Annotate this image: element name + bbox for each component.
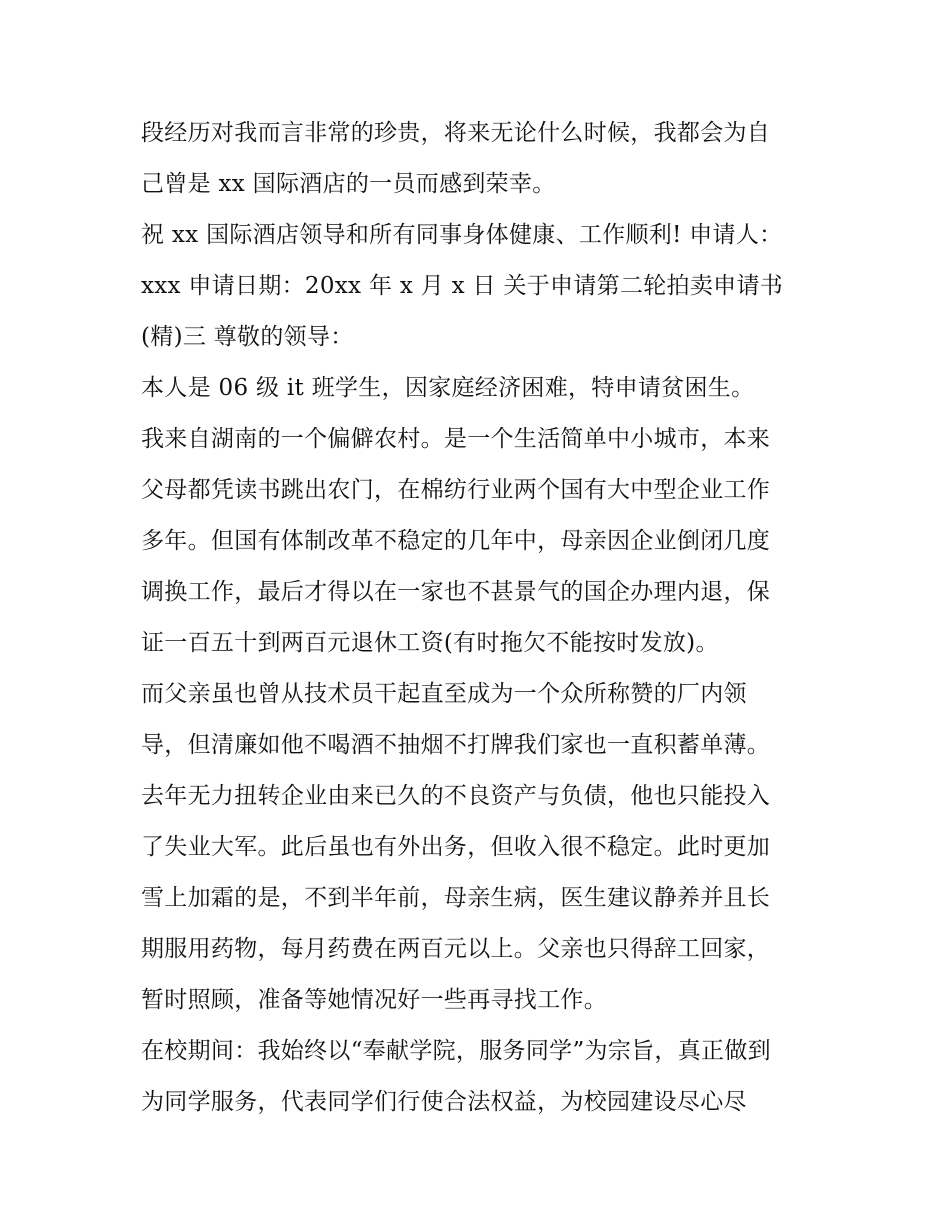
- text-line: 父母都凭读书跳出农门，在棉纺行业两个国有大中型企业工作: [141, 477, 771, 503]
- text-line: 段经历对我而言非常的珍贵，将来无论什么时候，我都会为自: [141, 120, 771, 146]
- text-line: 去年无力扭转企业由来已久的不良资产与负债，他也只能投入: [141, 783, 771, 809]
- text-line: 而父亲虽也曾从技术员干起直至成为一个众所称赞的厂内领: [141, 681, 747, 707]
- text-line: 期服用药物，每月药费在两百元以上。父亲也只得辞工回家，: [141, 936, 771, 962]
- text-line: 我来自湖南的一个偏僻农村。是一个生活简单中小城市，本来: [141, 426, 771, 452]
- document-body: [141, 108, 821, 1128]
- text-line: 证一百五十到两百元退休工资(有时拖欠不能按时发放)。: [141, 630, 719, 656]
- text-line: 多年。但国有体制改革不稳定的几年中，母亲因企业倒闭几度: [141, 528, 771, 554]
- text-line: xxx 申请日期：20xx 年 x 月 x 日 关于申请第二轮拍卖申请书: [141, 273, 784, 299]
- text-line: 己曾是 xx 国际酒店的一员而感到荣幸。: [141, 171, 556, 197]
- text-line: 在校期间：我始终以“奉献学院，服务同学”为宗旨，真正做到: [141, 1038, 771, 1064]
- text-line: 祝 xx 国际酒店领导和所有同事身体健康、工作顺利! 申请人：: [141, 222, 783, 248]
- text-line: 导，但清廉如他不喝酒不抽烟不打牌我们家也一直积蓄单薄。: [141, 732, 771, 758]
- text-line: (精)三 尊敬的领导：: [141, 324, 354, 350]
- text-line: 为同学服务，代表同学们行使合法权益，为校园建设尽心尽: [141, 1089, 747, 1115]
- text-line: 本人是 06 级 it 班学生，因家庭经济困难，特申请贫困生。: [141, 375, 755, 401]
- text-line: 暂时照顾，准备等她情况好一些再寻找工作。: [141, 987, 607, 1013]
- text-line: 调换工作，最后才得以在一家也不甚景气的国企办理内退，保: [141, 579, 771, 605]
- text-line: 了失业大军。此后虽也有外出务，但收入很不稳定。此时更加: [141, 834, 771, 860]
- text-line: 雪上加霜的是，不到半年前，母亲生病，医生建议静养并且长: [141, 885, 771, 911]
